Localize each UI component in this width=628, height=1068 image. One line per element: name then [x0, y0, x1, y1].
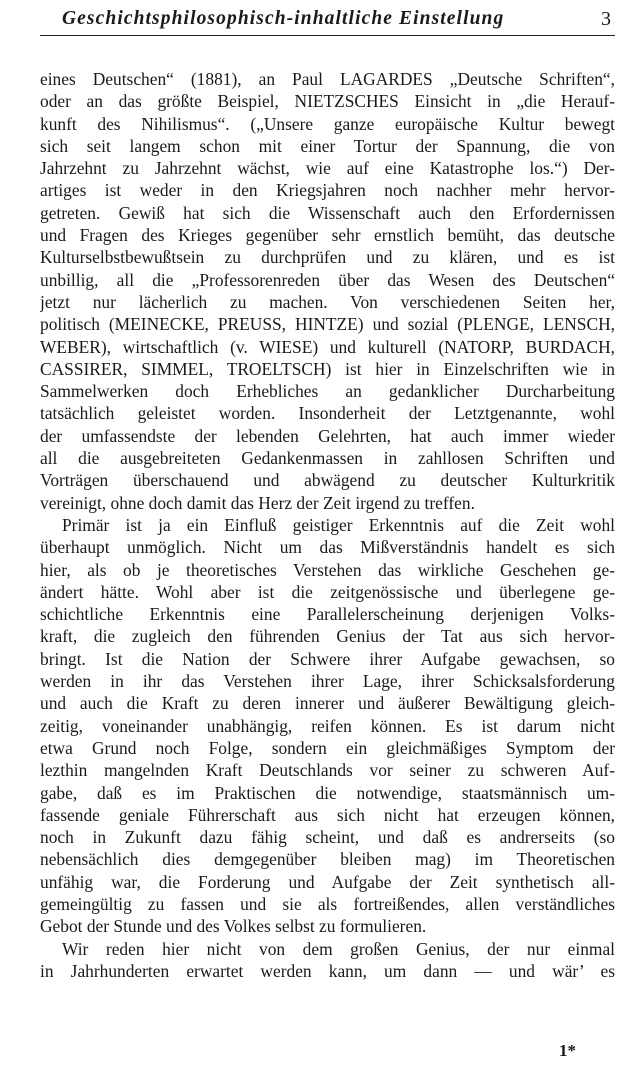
text-line: und Fragen des Krieges gegenüber sehr ernstlich bemüht, das deutsche — [40, 225, 615, 246]
running-header — [40, 5, 615, 36]
text-line: Sammelwerken doch Erhebliches an gedanklicher Durcharbeitung — [40, 381, 615, 402]
text-line: unfähig war, die Forderung und Aufgabe der Zeit synthetisch all- — [40, 871, 615, 892]
text-line: Wir reden hier nicht von dem großen Genius, der nur einmal — [62, 938, 615, 959]
text-line: überhaupt unmöglich. Nicht um das Mißverständnis handelt es sich — [40, 537, 615, 558]
text-line: gemeingültig zu fassen und sie als fortreißendes, allen verständliches — [40, 893, 615, 914]
text-line: der umfassendste der lebenden Gelehrten, hat auch immer wieder — [40, 425, 615, 446]
text-line: Jahrzehnt zu Jahrzehnt wächst, wie auf eine Katastrophe los.“) Der- — [40, 158, 615, 179]
text-line: eines Deutschen“ (1881), an Paul LAGARDES „Deutsche Schriften“, — [40, 69, 615, 89]
text-line: Primär ist ja ein Einfluß geistiger Erkenntnis auf die Zeit wohl — [62, 514, 615, 535]
text-line: gabe, daß es im Praktischen die notwendige, staatsmännisch um- — [40, 782, 615, 803]
text-line: Kulturselbstbewußtsein zu durchprüfen und zu klären, und es ist — [40, 247, 615, 268]
text-line: hier, als ob je theoretisches Verstehen das wirkliche Geschehen ge- — [40, 559, 615, 580]
text-line: artiges ist weder in den Kriegsjahren noch nachher mehr hervor- — [40, 180, 615, 201]
text-line: Gebot der Stunde und des Volkes selbst zu formulieren. — [40, 916, 427, 937]
text-line: noch in Zukunft dazu fähig scheint, und daß es andrerseits (so — [40, 827, 615, 848]
printer-signature: 1* — [559, 1041, 576, 1060]
text-line: vereinigt, ohne doch damit das Herz der Zeit irgend zu treffen. — [40, 492, 475, 513]
text-line: in Jahrhunderten erwartet werden kann, um dann — und wär’ es — [40, 960, 615, 981]
text-line: fassende geniale Führerschaft aus sich nicht hat erzeugen können, — [40, 804, 615, 825]
text-line: etwa Grund noch Folge, sondern ein gleichmäßiges Symptom der — [40, 737, 615, 758]
text-line: CASSIRER, SIMMEL, TROELTSCH) ist hier in Einzelschriften wie in — [40, 358, 615, 379]
text-line: WEBER), wirtschaftlich (v. WIESE) und kulturell (NATORP, BURDACH, — [40, 336, 615, 357]
text-line: ändert hätte. Wohl aber ist die zeitgenössische und überlegene ge- — [40, 581, 615, 602]
text-line: unbillig, all die „Professorenreden über das Wesen des Deutschen“ — [40, 269, 615, 290]
text-line: lezthin mangelnden Kraft Deutschlands vor seiner zu schweren Auf- — [40, 760, 615, 781]
text-line: oder an das größte Beispiel, NIETZSCHES Einsicht in „die Herauf- — [40, 91, 615, 112]
text-line: sich seit langem schon mit einer Tortur der Spannung, die von — [40, 135, 615, 156]
text-line: zeitig, voneinander unabhängig, reifen können. Es ist darum nicht — [40, 715, 615, 736]
text-line: tatsächlich geleistet worden. Insonderheit der Letztgenannte, wohl — [40, 403, 615, 424]
text-line: politisch (MEINECKE, PREUSS, HINTZE) und sozial (PLENGE, LENSCH, — [40, 314, 615, 335]
text-line: werden in ihr das Verstehen ihrer Lage, ihrer Schicksalsforderung — [40, 671, 615, 692]
text-line: kraft, die zugleich den führenden Genius der Tat aus sich hervor- — [40, 626, 615, 647]
text-line: all die ausgebreiteten Gedankenmassen in zahllosen Schriften und — [40, 448, 615, 469]
text-line: jetzt nur lächerlich zu machen. Von verschiedenen Seiten her, — [40, 291, 615, 312]
text-line: schichtliche Erkenntnis eine Parallelerscheinung derjenigen Volks- — [40, 604, 615, 625]
text-line: Vorträgen überschauend und abwägend zu deutscher Kulturkritik — [40, 470, 615, 491]
text-line: bringt. Ist die Nation der Schwere ihrer Aufgabe gewachsen, so — [40, 648, 615, 669]
text-line: kunft des Nihilismus“. („Unsere ganze europäische Kultur bewegt — [40, 113, 615, 134]
text-line: nebensächlich dies demgegenüber bleiben mag) im Theoretischen — [40, 849, 615, 870]
body-text — [40, 68, 615, 982]
text-line: getreten. Gewiß hat sich die Wissenschaft auch den Erfordernissen — [40, 202, 615, 223]
text-line: und auch die Kraft zu deren innerer und äußerer Bewältigung gleich- — [40, 693, 615, 714]
running-title: Geschichtsphilosophisch-inhaltliche Einstellung — [62, 8, 505, 29]
page-number: 3 — [601, 8, 611, 30]
